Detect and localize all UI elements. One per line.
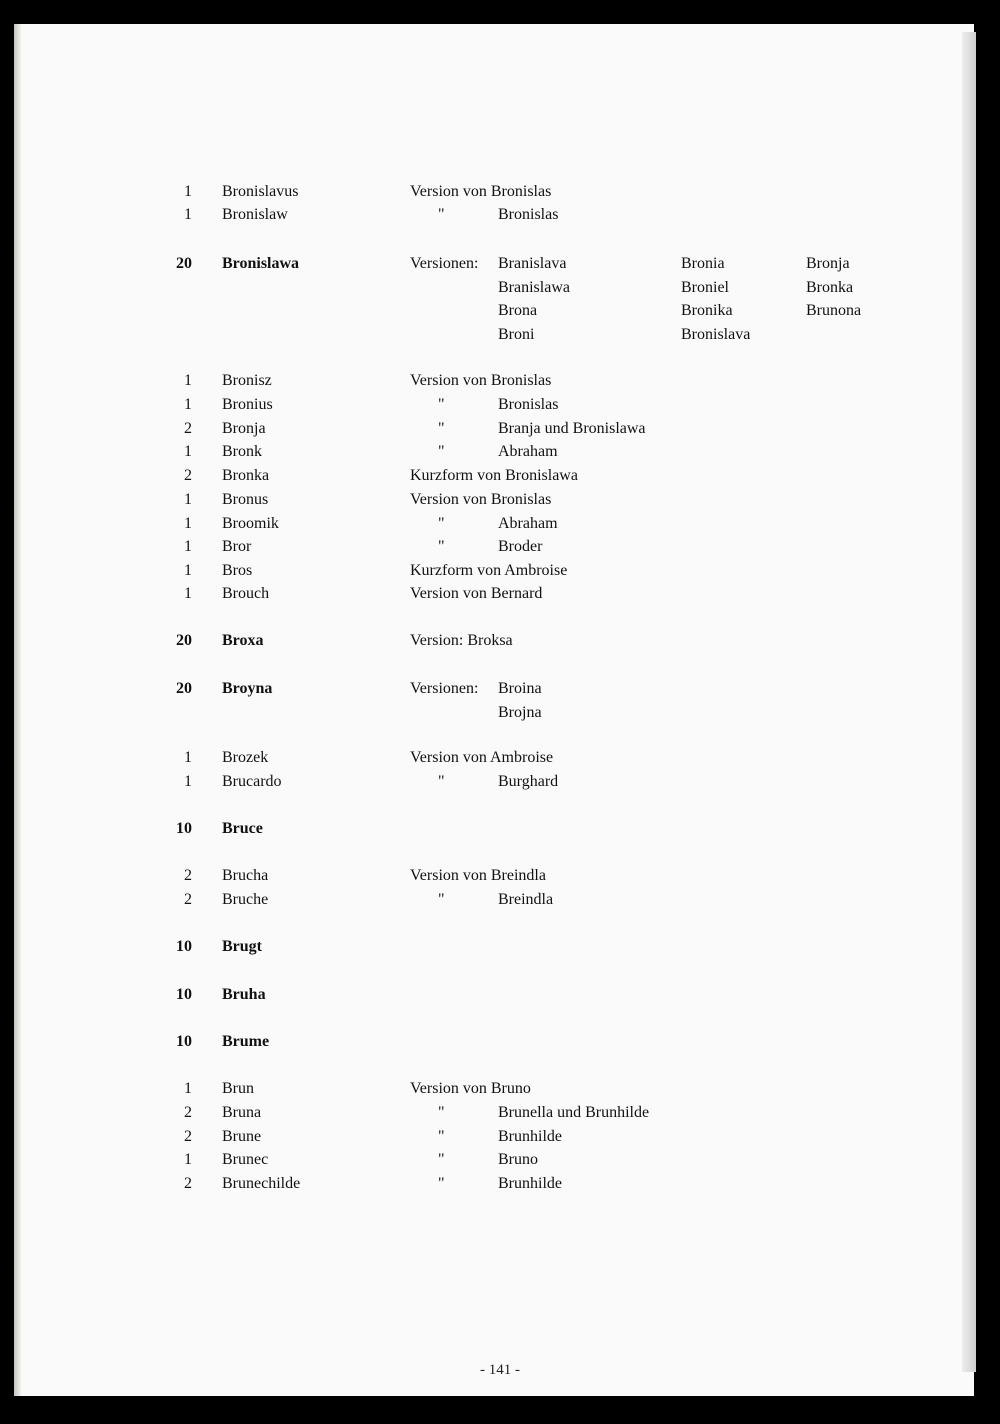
- entry-variant: Branja und Bronislawa: [498, 420, 646, 437]
- entry-variant: Abraham: [498, 515, 558, 532]
- entry-count: 10: [176, 986, 192, 1003]
- entry-variant: Bruno: [498, 1151, 538, 1168]
- entry-count: 1: [184, 773, 192, 790]
- entry-name: Broomik: [222, 515, 279, 532]
- entry-count: 1: [184, 749, 192, 766]
- entry-variant: Branislava: [498, 255, 567, 272]
- entry-name: Bronius: [222, 396, 273, 413]
- entry-name: Bror: [222, 538, 252, 555]
- entry-variant: Broniel: [681, 278, 729, 296]
- ditto-mark: ": [438, 443, 445, 460]
- entry-variant: Broina: [498, 680, 542, 697]
- entry-description: Version: Broksa: [410, 632, 513, 649]
- ditto-mark: ": [438, 515, 445, 532]
- entry-name: Bronk: [222, 443, 262, 460]
- entry-count: 1: [184, 562, 192, 579]
- entry-name: Broyna: [222, 680, 273, 697]
- entry-variant: Brojna: [498, 703, 542, 721]
- entry-description: Version von Bronislas: [410, 372, 552, 389]
- entry-variant: Breindla: [498, 891, 554, 908]
- entry-count: 1: [184, 396, 192, 413]
- entry-name: Brunechilde: [222, 1175, 301, 1192]
- entry-name: Bronus: [222, 491, 269, 508]
- entry-variant: Burghard: [498, 773, 559, 790]
- entry-count: 1: [184, 538, 192, 555]
- entry-name: Brun: [222, 1080, 254, 1097]
- entry-description: Version von Bernard: [410, 585, 543, 602]
- entry-name: Bronja: [222, 420, 266, 437]
- entry-variant: Branislawa: [498, 278, 570, 296]
- entry-variant: Brunhilde: [498, 1175, 562, 1192]
- entry-description: Version von Ambroise: [410, 749, 554, 766]
- entry-count: 1: [184, 515, 192, 532]
- entry-variant: Bronka: [806, 278, 854, 296]
- entry-variant: Bronislas: [498, 396, 559, 413]
- entry-variant: Broder: [498, 538, 543, 555]
- entry-name: Bronislavus: [222, 183, 299, 200]
- entry-name: Brouch: [222, 585, 270, 602]
- entry-variant: Bronia: [681, 255, 725, 272]
- entry-count: 1: [184, 206, 192, 223]
- ditto-mark: ": [438, 1175, 445, 1192]
- entry-name: Broxa: [222, 632, 264, 649]
- entry-name: Brunec: [222, 1151, 269, 1168]
- ditto-mark: ": [438, 891, 445, 908]
- entry-count: 2: [184, 1175, 192, 1192]
- entry-count: 20: [176, 255, 192, 272]
- entry-count: 1: [184, 443, 192, 460]
- entry-description: Versionen:: [410, 680, 479, 697]
- entry-variant: Brunhilde: [498, 1128, 562, 1145]
- entry-name: Bronka: [222, 467, 270, 484]
- entry-count: 1: [184, 1151, 192, 1168]
- entry-count: 20: [176, 680, 192, 697]
- entry-count: 1: [184, 1080, 192, 1097]
- entry-count: 1: [184, 183, 192, 200]
- page-number: - 141 -: [480, 1362, 520, 1378]
- ditto-mark: ": [438, 1104, 445, 1121]
- entry-count: 2: [184, 420, 192, 437]
- ditto-mark: ": [438, 420, 445, 437]
- ditto-mark: ": [438, 1128, 445, 1145]
- entry-description: Version von Bruno: [410, 1080, 531, 1097]
- entry-count: 2: [184, 1128, 192, 1145]
- entry-variant: Brunona: [806, 302, 862, 319]
- entry-name: Bros: [222, 562, 253, 579]
- entry-name: Bruce: [222, 820, 263, 837]
- entry-variant: Bronja: [806, 255, 850, 272]
- entry-name: Bronislawa: [222, 255, 300, 272]
- entry-name: Bruche: [222, 891, 269, 908]
- entry-name: Bronisz: [222, 372, 272, 389]
- ditto-mark: ": [438, 1151, 445, 1168]
- entry-description: Version von Bronislas: [410, 491, 552, 508]
- entry-variant: Bronislava: [681, 325, 751, 343]
- ditto-mark: ": [438, 396, 445, 413]
- entry-name: Brozek: [222, 749, 269, 766]
- entry-name: Brucardo: [222, 773, 282, 790]
- entry-description: Version von Breindla: [410, 867, 546, 884]
- ditto-mark: ": [438, 538, 445, 555]
- entry-count: 2: [184, 891, 192, 908]
- entry-count: 2: [184, 1104, 192, 1121]
- entry-count: 20: [176, 632, 192, 649]
- entry-description: Kurzform von Bronislawa: [410, 467, 578, 484]
- entry-name: Brucha: [222, 867, 269, 884]
- entry-description: Version von Bronislas: [410, 183, 552, 200]
- entry-count: 1: [184, 491, 192, 508]
- entry-variant: Bronika: [681, 302, 733, 319]
- entry-variant: Bronislas: [498, 206, 559, 223]
- entry-name: Bronislaw: [222, 206, 288, 223]
- entry-count: 1: [184, 372, 192, 389]
- entry-description: Kurzform von Ambroise: [410, 562, 568, 579]
- entry-count: 2: [184, 467, 192, 484]
- ditto-mark: ": [438, 206, 445, 223]
- entry-count: 2: [184, 867, 192, 884]
- entry-description: Versionen:: [410, 255, 479, 272]
- page-binding-shadow: [14, 24, 22, 1396]
- page-edge-stack: [962, 32, 976, 1372]
- entry-variant: Brona: [498, 302, 538, 319]
- entry-name: Brune: [222, 1128, 262, 1145]
- entry-count: 1: [184, 585, 192, 602]
- entry-name: Bruha: [222, 986, 266, 1003]
- entry-name: Brume: [222, 1033, 270, 1050]
- ditto-mark: ": [438, 773, 445, 790]
- entry-variant: Abraham: [498, 443, 558, 460]
- entry-variant: Brunella und Brunhilde: [498, 1104, 650, 1121]
- entry-count: 10: [176, 938, 192, 955]
- entry-variant: Broni: [498, 325, 535, 343]
- entry-name: Brugt: [222, 938, 262, 955]
- entry-count: 10: [176, 820, 192, 837]
- entry-name: Bruna: [222, 1104, 262, 1121]
- entry-count: 10: [176, 1033, 192, 1050]
